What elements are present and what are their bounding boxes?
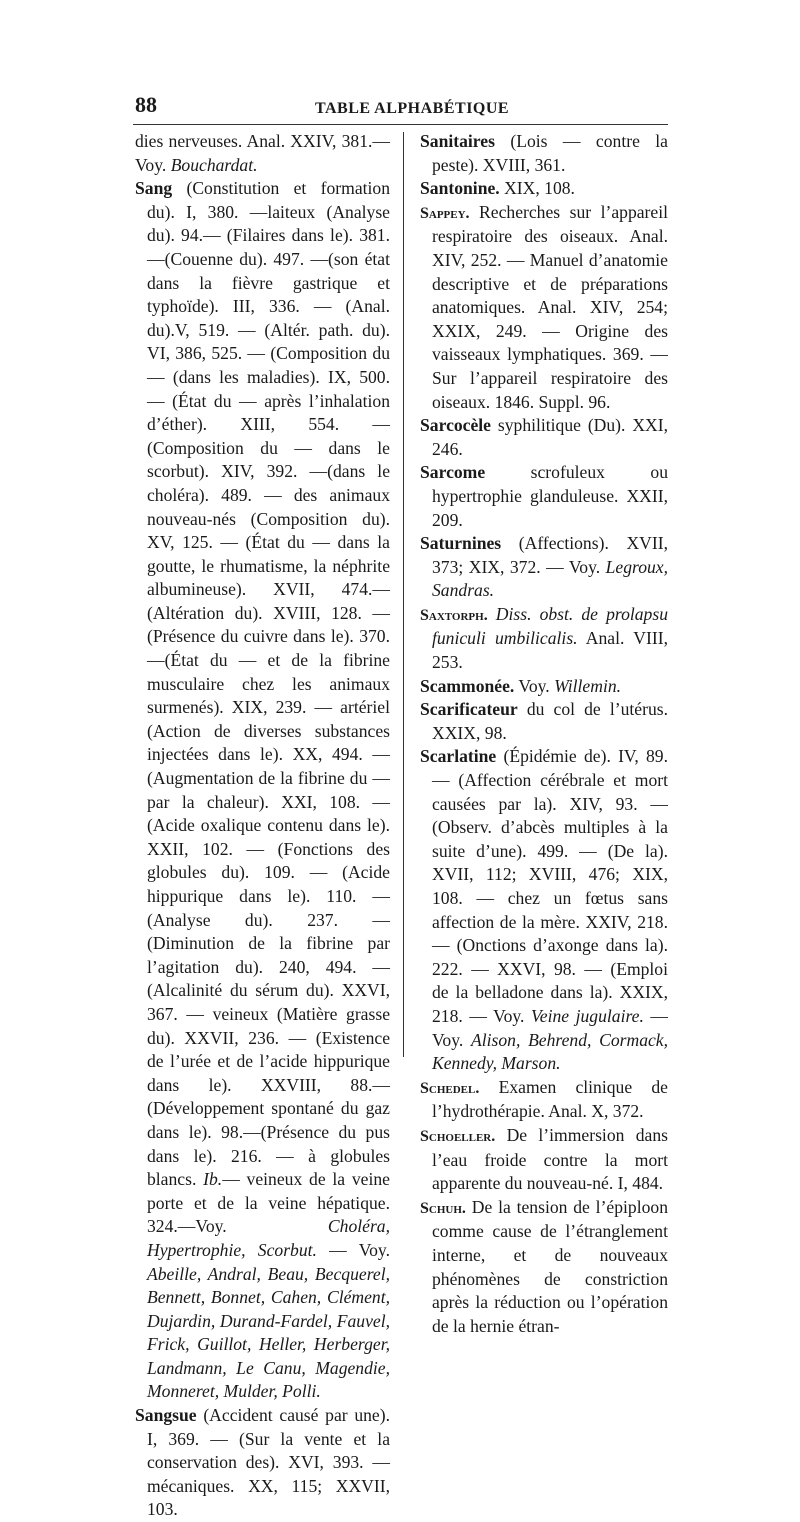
entry-text: dies nerveuses. Anal. XXIV, 381.— Voy.	[135, 131, 390, 175]
entry-text: — Voy.	[316, 1239, 390, 1260]
index-entry	[420, 1076, 668, 1124]
entry-text: du col de l’utérus. XXIX, 98.	[432, 699, 668, 743]
index-entry	[420, 675, 668, 699]
entry-headword: Sang	[135, 178, 173, 199]
entry-headword: Sangsue	[135, 1405, 197, 1426]
entry-headword: Scarlatine	[420, 746, 497, 767]
index-entry	[420, 177, 668, 201]
entry-reference: Willemin.	[554, 675, 622, 696]
running-title: TABLE ALPHABÉTIQUE	[315, 100, 510, 117]
index-entry	[420, 461, 668, 532]
entry-text: (Lois — contre la peste). XVIII, 361.	[432, 131, 668, 175]
index-entry	[420, 414, 668, 461]
index-entry	[420, 130, 668, 177]
index-entry	[135, 177, 390, 1404]
entry-text: (Affections). XVII, 373; XIX, 372. — Voy.	[432, 533, 668, 577]
entry-text	[488, 604, 496, 624]
entry-headword: Scammonée.	[420, 675, 515, 696]
entry-text: Anal. VIII, 253.	[432, 628, 668, 673]
entry-text: Voy.	[514, 675, 555, 696]
entry-reference: Legroux, Sandras.	[432, 556, 668, 601]
entry-headword: Santonine.	[420, 178, 500, 199]
page-number: 88	[135, 92, 157, 117]
entry-headword: Sanitaires	[420, 131, 495, 151]
entry-text: — Voy.	[432, 1005, 668, 1050]
index-entry	[420, 603, 668, 675]
entry-text: (Constitution et formation du). I, 380. —laiteux (Analyse du). 94.— (Filaires dans le). 381.—(Couenne du). 497. —(son état dans la fièvre gastrique et typhoïde). III, 336. — (Anal. du).V, 519. — (Altér. path. du). VI, 386, 525. — (Composition du — (dans les maladies). IX, 500. — (État du — après l’inhalation d’éther). XIII, 554. — (Composition du — dans le scorbut). XIV, 392. —(dans le choléra). 489. — des animaux nouveau-nés (Composition du). XV, 125. — (État du — dans la goutte, le rhumatisme, la néphrite albumineuse). XVII, 474.—(Altération du). XVIII, 128. — (Présence du cuivre dans le). 370. —(État du — et de la fibrine musculaire chez les animaux surmenés). XIX, 239. — artériel (Action de diverses substances injectées dans le). XX, 494. — (Augmentation de la fibrine du — par la chaleur). XXI, 108. — (Acide oxalique contenu dans le). XXII, 102. — (Fonctions des globules du). 109. — (Acide hippurique dans le). 110. — (Analyse du). 237. — (Diminution de la fibrine par l’agitation du). 240, 494. — (Alcalinité du sérum du). XXVI, 367. — veineux (Matière grasse du). XXVII, 236. — (Existence de l’urée et de l’acide hippurique dans le). XXVIII, 88.— (Développement spontané du gaz dans le). 98.—(Présence du pus dans le). 216. — à globules blancs.	[147, 178, 390, 1190]
entry-text: (Épidémie de). IV, 89. — (Affection cérébrale et mort causées par la). XIV, 93. — (Observ. d’abcès multiples à la suite d’une). 499. — (De la). XVII, 112; XVIII, 476; XIX, 108. — chez un fœtus sans affection de la mère. XXIV, 218. — (Onctions d’axonge dans la). 222. — XXVI, 98. — (Emploi de la belladone dans la). XXIX, 218. — Voy.	[432, 746, 668, 1026]
entry-headword: Scarificateur	[420, 699, 518, 720]
entry-reference: Ib.	[203, 1169, 223, 1190]
index-entry	[420, 745, 668, 1075]
entry-headword: Sappey.	[420, 204, 470, 222]
entry-reference: Veine jugulaire.	[530, 1005, 644, 1026]
column-divider	[403, 132, 404, 1057]
entry-reference: Diss. obst. de prolapsu funiculi umbilicalis.	[432, 603, 668, 649]
entry-headword: Sarcome	[420, 462, 486, 483]
entry-text: (Accident causé par une). I, 369. — (Sur la vente et la conservation des). XVI, 393. — mécaniques. XX, 115; XXVII, 103.	[147, 1405, 390, 1520]
entry-text: De l’immersion dans l’eau froide contre la mort apparente du nouveau-né. I, 484.	[432, 1124, 668, 1194]
entry-reference: Alison, Behrend, Cormack, Kennedy, Marson.	[432, 1029, 669, 1074]
index-entry	[420, 698, 668, 745]
entry-headword: Saturnines	[420, 533, 502, 554]
index-entry	[135, 130, 390, 177]
index-entry	[135, 1404, 390, 1522]
entry-text: scrofuleux ou hypertrophie glanduleuse. XXII, 209.	[432, 462, 668, 530]
page-header	[0, 92, 800, 128]
index-entry	[420, 1196, 668, 1339]
entry-headword: Schoeller.	[420, 1127, 496, 1145]
index-entry	[420, 1124, 668, 1196]
index-entry	[420, 201, 668, 414]
entry-text: XIX, 108.	[499, 178, 575, 199]
entry-headword: Sarcocèle	[420, 415, 491, 436]
entry-text: Recherches sur l’appareil respiratoire des oiseaux. Anal. XIV, 252. — Manuel d’anatomie descriptive et de préparations anatomiques. Anal. XIV, 254; XXIX, 249. — Origine des vaisseaux lymphatiques. 369. — Sur l’appareil respiratoire des oiseaux. 1846. Suppl. 96.	[432, 201, 668, 412]
entry-reference: Abeille, Andral, Beau, Becquerel, Bennett, Bonnet, Cahen, Clément, Dujardin, Durand-Fardel, Fauvel, Frick, Guillot, Heller, Herberger, Landmann, Le Canu, Magendie, Monneret, Mulder, Polli.	[147, 1263, 390, 1402]
header-rule	[133, 124, 668, 125]
entry-headword: Schedel.	[420, 1079, 480, 1097]
index-entry	[420, 532, 668, 603]
entry-reference: Bouchardat.	[170, 154, 258, 175]
entry-reference: Choléra, Hypertrophie, Scorbut.	[147, 1216, 390, 1260]
entry-text: Examen clinique de l’hydrothérapie. Anal. X, 372.	[432, 1076, 668, 1122]
entry-text: syphilitique (Du). XXI, 246.	[432, 415, 668, 459]
entry-headword: Saxtorph.	[420, 606, 488, 624]
right-column	[420, 130, 668, 1338]
left-column	[135, 130, 390, 1522]
entry-headword: Schuh.	[420, 1199, 466, 1217]
entry-text: De la tension de l’épiploon comme cause de l’étranglement interne, et de nouveaux phénomènes de constriction après la réduction ou l’opération de la hernie étran-	[432, 1196, 668, 1336]
entry-text: — veineux de la veine porte et de la veine hépatique. 324.—Voy.	[147, 1169, 390, 1237]
